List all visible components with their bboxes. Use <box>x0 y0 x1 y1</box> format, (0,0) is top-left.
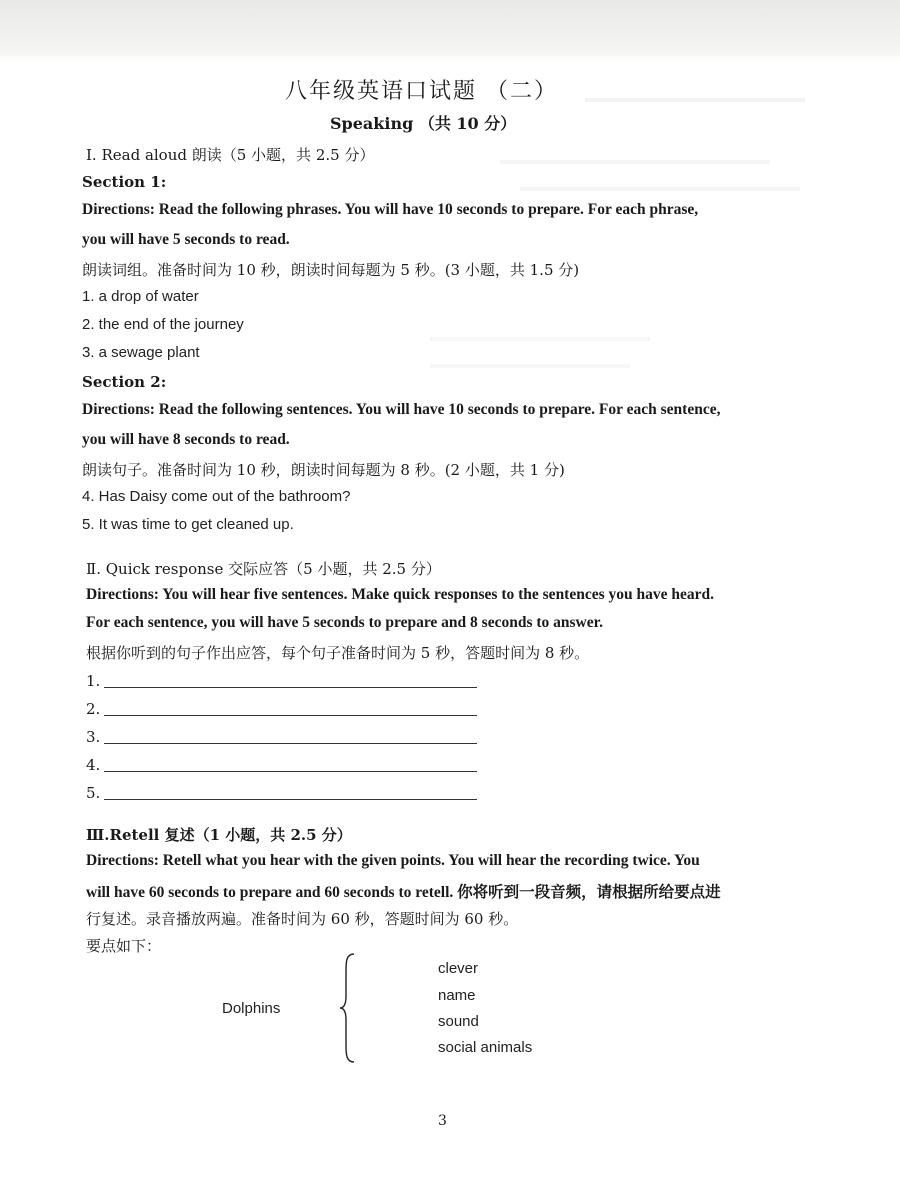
sentence-item: 5. It was time to get cleaned up. <box>82 516 294 533</box>
answer-line <box>104 687 477 688</box>
answer-blank[interactable] <box>86 756 486 774</box>
part3-directions-line3: 行复述。录音播放两遍。准备时间为 60 秒，答题时间为 60 秒。 <box>86 910 519 928</box>
points-label: 要点如下： <box>86 937 162 955</box>
section1-directions-line2: you will have 5 seconds to read. <box>82 231 290 248</box>
bleed-through-mark <box>520 187 800 191</box>
retell-point: social animals <box>438 1039 533 1056</box>
sentence-item: 4. Has Daisy come out of the bathroom? <box>82 488 351 505</box>
answer-blank[interactable] <box>86 728 486 746</box>
bleed-through-mark <box>500 160 770 164</box>
answer-line <box>104 715 477 716</box>
phrase-item: 3. a sewage plant <box>82 344 200 361</box>
answer-line <box>104 799 477 800</box>
section2-directions-line2: you will have 8 seconds to read. <box>82 431 290 448</box>
part1-heading: Ⅰ. Read aloud 朗读（5 小题，共 2.5 分） <box>86 146 375 164</box>
page-number: 3 <box>438 1113 447 1129</box>
retell-point: name <box>438 987 476 1004</box>
part2-directions-line1: Directions: You will hear five sentences. Make quick responses to the sentences you have heard. <box>86 586 715 603</box>
answer-line <box>104 743 477 744</box>
section2-directions-line1: Directions: Read the following sentences. You will have 10 seconds to prepare. For each sentence, <box>82 401 721 418</box>
answer-blank[interactable] <box>86 672 486 690</box>
answer-blank[interactable] <box>86 784 486 802</box>
retell-point: sound <box>438 1013 479 1030</box>
section1-chinese-directions: 朗读词组。准备时间为 10 秒，朗读时间每题为 5 秒。(3 小题，共 1.5 分) <box>82 261 580 279</box>
part3-directions-line2: will have 60 seconds to prepare and 60 seconds to retell. 你将听到一段音频，请根据所给要点进 <box>86 884 721 901</box>
page-title: 八年级英语口试题 （二） <box>285 79 558 104</box>
page-subtitle: Speaking （共 10 分） <box>330 114 517 133</box>
retell-point: clever <box>438 960 479 977</box>
answer-blank[interactable] <box>86 700 486 718</box>
section1-directions-line1: Directions: Read the following phrases. You will have 10 seconds to prepare. For each phrase, <box>82 201 699 218</box>
section2-label: Section 2: <box>82 373 167 391</box>
bleed-through-mark <box>430 364 630 368</box>
bleed-through-mark <box>430 337 650 341</box>
part2-heading: Ⅱ. Quick response 交际应答（5 小题，共 2.5 分） <box>86 560 441 578</box>
part3-heading: Ⅲ.Retell 复述（1 小题，共 2.5 分） <box>86 826 352 844</box>
part2-directions-line2: For each sentence, you will have 5 seconds to prepare and 8 seconds to answer. <box>86 614 603 631</box>
part3-directions-line1: Directions: Retell what you hear with the given points. You will hear the recording twice. You <box>86 852 700 869</box>
bleed-through-mark <box>585 98 805 102</box>
blank-number: 1. <box>86 672 101 690</box>
blank-number: 4. <box>86 756 101 774</box>
answer-line <box>104 771 477 772</box>
curly-brace-icon <box>338 952 358 1064</box>
phrase-item: 1. a drop of water <box>82 288 199 305</box>
blank-number: 5. <box>86 784 101 802</box>
phrase-item: 2. the end of the journey <box>82 316 244 333</box>
blank-number: 3. <box>86 728 101 746</box>
section1-label: Section 1: <box>82 173 167 191</box>
part2-chinese-directions: 根据你听到的句子作出应答，每个句子准备时间为 5 秒，答题时间为 8 秒。 <box>86 644 590 662</box>
blank-number: 2. <box>86 700 101 718</box>
section2-chinese-directions: 朗读句子。准备时间为 10 秒，朗读时间每题为 8 秒。(2 小题，共 1 分) <box>82 461 565 479</box>
scan-shadow <box>0 0 900 62</box>
retell-topic: Dolphins <box>222 1000 281 1017</box>
